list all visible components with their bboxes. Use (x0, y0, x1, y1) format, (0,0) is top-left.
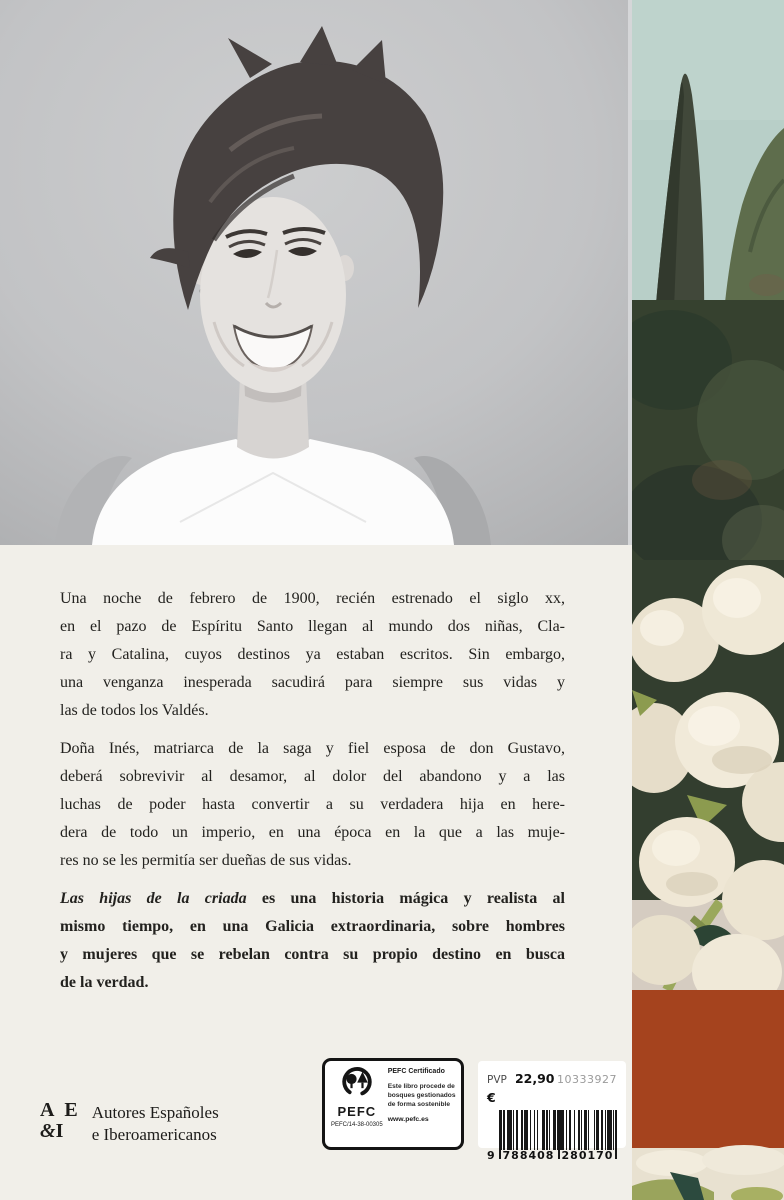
synopsis-line: mismo tiempo, en una Galicia extraordinaria, sobre hombres (60, 918, 565, 935)
synopsis-line: dera de todo un imperio, en una época en la que a las muje- (60, 824, 565, 841)
synopsis-line: las de todos los Valdés. (60, 702, 209, 719)
monogram-row-1: A E (40, 1099, 81, 1121)
synopsis-paragraph (60, 735, 565, 875)
barcode-icon (487, 1110, 617, 1162)
synopsis-line: ra y Catalina, cuyos destinos ya estaban escritos. Sin embargo, (60, 646, 565, 663)
book-title-italic: Las hijas de la criada (60, 890, 247, 907)
cover-art-painting (632, 0, 784, 1200)
publisher-name-line2: e Iberoamericanos (91, 1125, 217, 1144)
synopsis-paragraph (60, 885, 565, 997)
synopsis-line: y mujeres que se rebelan contra su propio destino en busca (60, 946, 565, 963)
publisher-name (92, 1100, 219, 1146)
pefc-code: PEFC/14-38-00305 (331, 1122, 383, 1128)
ean-digits (487, 1149, 617, 1162)
synopsis-line: Una noche de febrero de 1900, recién estrenado el siglo xx, (60, 590, 565, 607)
pefc-acronym: PEFC (337, 1104, 377, 1119)
monogram-i: I (55, 1120, 67, 1142)
barcode-header (487, 1068, 617, 1106)
publisher-monogram-icon (40, 1100, 81, 1146)
pefc-certification-label (322, 1058, 464, 1150)
pefc-website: www.pefc.es (387, 1116, 429, 1123)
synopsis-line: de la verdad. (60, 974, 149, 991)
pefc-text-block (383, 1066, 458, 1143)
synopsis-line: en el pazo de Espíritu Santo llegan al mundo dos niñas, Cla- (60, 618, 565, 635)
synopsis-text (60, 585, 565, 1007)
publisher-name-line1: Autores Españoles (91, 1103, 219, 1122)
ean-group-1: 788408 (502, 1149, 555, 1162)
ean-lead-digit: 9 (487, 1149, 496, 1162)
barcode-label (478, 1061, 626, 1162)
pefc-trees-icon (336, 1066, 378, 1103)
author-photo (0, 0, 628, 545)
synopsis-line: Las hijas de la criada es una historia mágica y realista al (60, 890, 565, 907)
synopsis-line: res no se les permitía ser dueñas de sus vidas. (60, 852, 352, 869)
monogram-row-2 (40, 1121, 81, 1142)
sku-number: 10333927 (557, 1073, 617, 1086)
pefc-title: PEFC Certificado (387, 1068, 445, 1075)
pefc-logo-block (331, 1066, 383, 1143)
cover-art-strip (632, 0, 784, 1200)
synopsis-line: Doña Inés, matriarca de la saga y fiel esposa de don Gustavo, (60, 740, 565, 757)
publisher-logo (40, 1100, 219, 1146)
author-portrait-illustration (0, 0, 628, 545)
pefc-description: Este libro procede de bosques gestionados de forma sostenible (387, 1083, 456, 1108)
synopsis-line: luchas de poder hasta convertir a su verdadera hija en here- (60, 796, 565, 813)
synopsis-line: deberá sobrevivir al desamor, al dolor del abandono y a las (60, 768, 565, 785)
price-value: 22,90 € (487, 1071, 555, 1105)
synopsis-paragraph (60, 585, 565, 725)
pvp-label: PVP (487, 1074, 507, 1086)
price-group (487, 1068, 557, 1106)
ean-group-2: 280170 (561, 1149, 614, 1162)
ampersand-glyph: & (40, 1120, 56, 1142)
synopsis-line: una venganza inesperada sacudirá para siempre sus vidas y (60, 674, 565, 691)
accent-color-block (632, 990, 784, 1148)
